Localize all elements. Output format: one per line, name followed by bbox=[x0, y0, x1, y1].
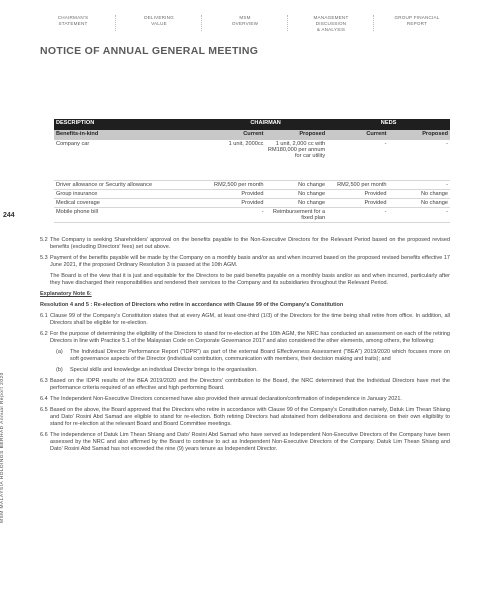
subheader-current: Current bbox=[327, 130, 388, 140]
subheader-proposed: Proposed bbox=[265, 130, 327, 140]
table-cell: - bbox=[327, 140, 388, 181]
paragraph-5-2: 5.2 The Company is seeking Shareholders' approval on the benefits payable to the Non-Executive Directors for the Relevant Period based on the proposed revised benefits (excluding Directors' fees) set out above. bbox=[40, 237, 450, 250]
table-header-row bbox=[54, 119, 450, 130]
table-cell: Provided bbox=[204, 190, 265, 199]
table-row bbox=[54, 140, 450, 181]
table-cell: Provided bbox=[204, 199, 265, 208]
nav-group-financial-report[interactable]: GROUP FINANCIAL REPORT bbox=[394, 15, 440, 26]
table-cell: No change bbox=[265, 199, 327, 208]
notice-body bbox=[40, 237, 450, 457]
paragraph-5-3-cont: The Board is of the view that it is just and equitable for the Directors to be paid benefits payable on a monthly basis and/or as and when incurred, particularly after they have discharged their responsibilities and rendered their services to the Company and its subsidiaries throughout the Relevant Period. bbox=[50, 273, 450, 286]
table-cell: Provided bbox=[327, 199, 388, 208]
table-cell: Medical coverage bbox=[54, 199, 204, 208]
nav-divider bbox=[373, 15, 375, 31]
paragraph-6-2: 6.2 For the purpose of determining the eligibility of the Directors to stand for re-election at the 10th AGM, the NRC has conducted an assessment on each of the retiring Directors in line with Practice 5.1 of the Malaysian Code on Corporate Governance 2017 and also considered the other elements, among others, the following: bbox=[40, 331, 450, 344]
nav-management-discussion[interactable]: MANAGEMENT DISCUSSION & ANALYSIS bbox=[313, 15, 349, 32]
table-cell: 1 unit, 2000cc bbox=[204, 140, 265, 181]
explanatory-note-heading: Explanatory Note 6: bbox=[40, 291, 92, 297]
nav-delivering-value[interactable]: DELIVERING VALUE bbox=[144, 15, 174, 26]
nav-divider bbox=[115, 15, 117, 31]
nav-divider bbox=[201, 15, 203, 31]
benefits-table bbox=[54, 119, 450, 223]
page-number: 244 bbox=[3, 212, 15, 219]
table-cell: - bbox=[389, 208, 450, 223]
table-cell: No change bbox=[389, 199, 450, 208]
table-cell: Mobile phone bill bbox=[54, 208, 204, 223]
paragraph-6-6: 6.6 The independence of Datuk Lim Thean Shiang and Dato' Rosini Abd Samad who have served as Independent Non-Executive Directors of the Company have been assessed by the NRC and also affirmed by the Board to continue to act as Independent Non-Executive Directors of the Company. Datuk Lim Thean Shiang and Dato' Rosini Abd Samad has not exceeded the nine (9) years tenure as Independent Director. bbox=[40, 432, 450, 452]
nav-divider bbox=[287, 15, 289, 31]
subheader-benefits: Benefits-in-kind bbox=[54, 130, 204, 140]
table-cell: Company car bbox=[54, 140, 204, 181]
table-row bbox=[54, 190, 450, 199]
table-row bbox=[54, 208, 450, 223]
paragraph-5-3: 5.3 Payment of the benefits payable will be made by the Company on a monthly basis and/or as and when incurred based on the proposed revised benefits effective 17 June 2021, if the proposed Ordinary Resolution 3 is passed at the 10th AGM. bbox=[40, 255, 450, 268]
table-cell: - bbox=[389, 140, 450, 181]
paragraph-6-3: 6.3 Based on the IDPR results of the BEA 2019/2020 and the Directors' contribution to the Board, the NRC determined that the Individual Directors have met the performance criteria required of an effective and high performing Board. bbox=[40, 378, 450, 391]
table-row bbox=[54, 199, 450, 208]
subheader-proposed: Proposed bbox=[389, 130, 450, 140]
paragraph-6-2-b: (b) Special skills and knowledge an individual Director brings to the organisation. bbox=[56, 367, 258, 373]
table-cell: Group insurance bbox=[54, 190, 204, 199]
table-cell: Provided bbox=[327, 190, 388, 199]
table-row bbox=[54, 181, 450, 190]
side-report-title: MSM MALAYSIA HOLDINGS BERHAD Annual Report 2020 bbox=[0, 372, 5, 523]
table-cell: No change bbox=[389, 190, 450, 199]
top-navigation bbox=[40, 15, 450, 33]
paragraph-6-2-a: (a) The Individual Director Performance Report ("IDPR") as part of the external Board Effectiveness Assessment ("BEA") 2019/2020 which focuses more on soft governance aspects of the Director (individual contribution, communication with members, their decision making and traits); and bbox=[56, 349, 450, 362]
table-cell: RM2,500 per month bbox=[204, 181, 265, 190]
subheader-current: Current bbox=[204, 130, 265, 140]
page-title: NOTICE OF ANNUAL GENERAL MEETING bbox=[40, 45, 259, 57]
table-subheader-row bbox=[54, 130, 450, 140]
table-cell: 1 unit, 2,000 cc with RM180,000 per annum for car utility bbox=[265, 140, 327, 181]
paragraph-6-4: 6.4 The Independent Non-Executive Directors concerned have also provided their annual declaration/confirmation of independence in January 2021. bbox=[40, 396, 402, 402]
paragraph-6-5: 6.5 Based on the above, the Board approved that the Directors who retire in accordance with Clause 99 of the Company's Constitution namely, Datuk Lim Thean Shiang and Dato' Rosini Abd Samad are eligible to stand for re-election. Both retiring Directors had abstained from deliberations and decisions on their own eligibility to stand for re-election at the relevant Board and Board Committee meetings. bbox=[40, 407, 450, 427]
nav-msm-overview[interactable]: MSM OVERVIEW bbox=[231, 15, 259, 26]
table-cell: - bbox=[327, 208, 388, 223]
paragraph-6-1: 6.1 Clause 99 of the Company's Constitution states that at every AGM, at least one-third (1/3) of the Directors for the time being shall retire from office. In addition, all Directors shall be eligible for re-election. bbox=[40, 313, 450, 326]
table-cell: RM2,500 per month bbox=[327, 181, 388, 190]
header-chairman: CHAIRMAN bbox=[204, 119, 327, 130]
header-neds: NEDS bbox=[327, 119, 450, 130]
nav-chairmans-statement[interactable]: CHAIRMAN'S STATEMENT bbox=[57, 15, 89, 26]
table-cell: - bbox=[389, 181, 450, 190]
header-description: DESCRIPTION bbox=[54, 119, 204, 130]
resolution-heading: Resolution 4 and 5 : Re-election of Directors who retire in accordance with Clause 99 of the Company's Constitution bbox=[40, 302, 344, 308]
table-cell: No change bbox=[265, 190, 327, 199]
table-cell: - bbox=[204, 208, 265, 223]
table-cell: Reimbursement for a fixed plan bbox=[265, 208, 327, 223]
table-cell: No change bbox=[265, 181, 327, 190]
table-cell: Driver allowance or Security allowance bbox=[54, 181, 204, 190]
